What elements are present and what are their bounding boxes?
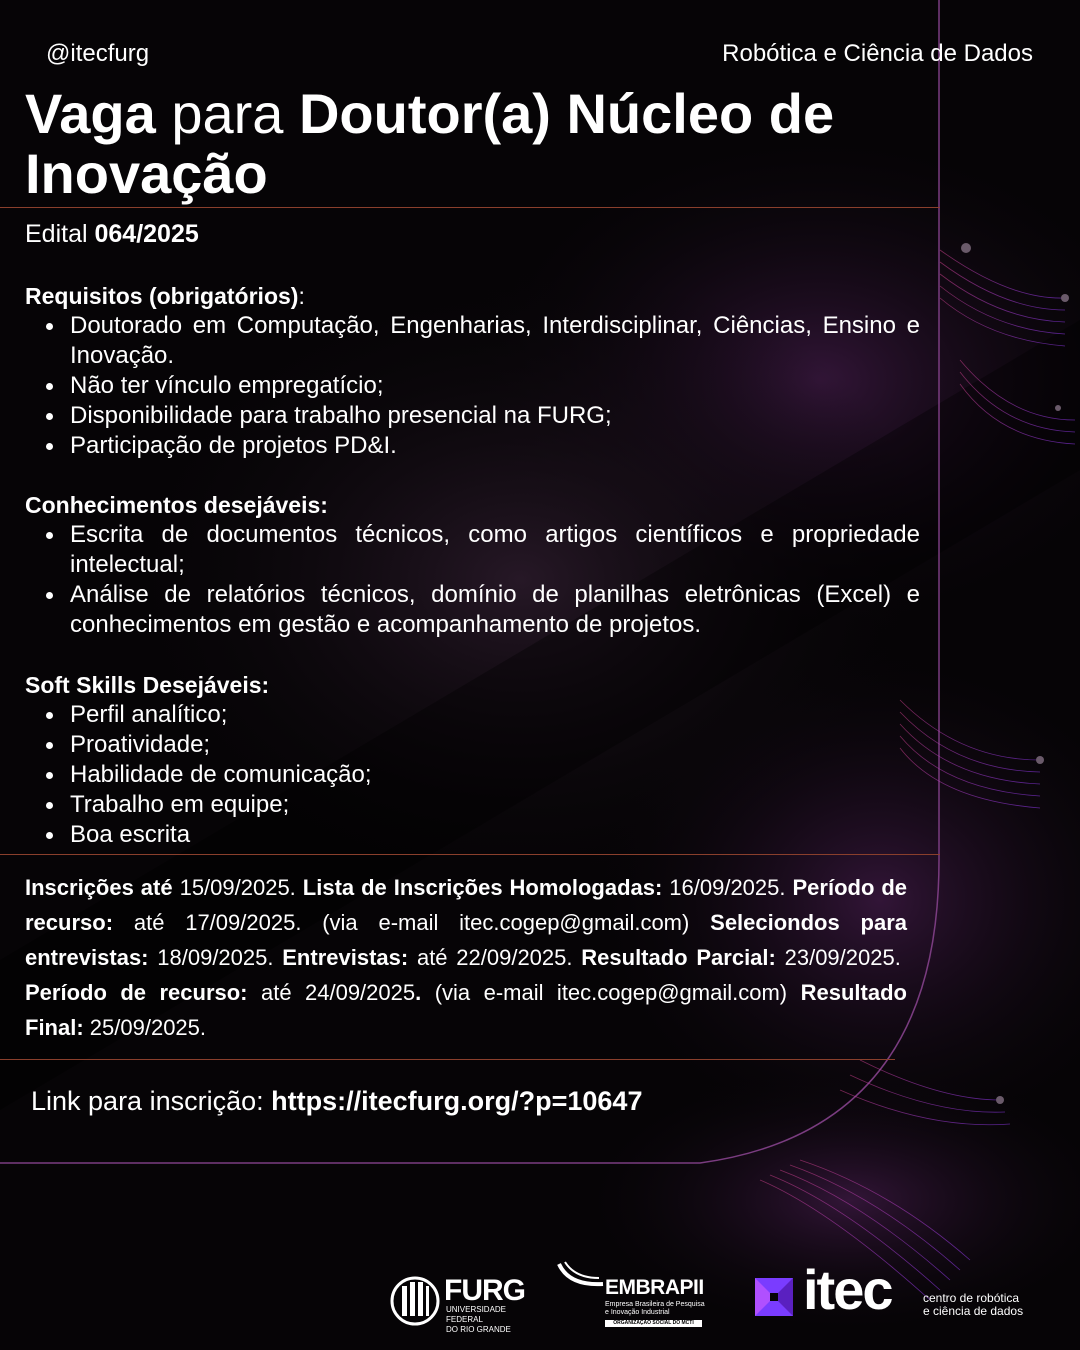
edital-label: Edital: [25, 220, 88, 248]
inscricoes-label: Inscrições até: [25, 875, 173, 900]
list-item: Trabalho em equipe;: [70, 790, 920, 820]
list-item: Doutorado em Computação, Engenharias, Interdisciplinar, Ciências, Ensino e Inovação.: [70, 312, 920, 369]
title-part-2: para: [171, 82, 284, 145]
requisitos-section: [25, 281, 920, 461]
softskills-title: Soft Skills Desejáveis:: [25, 672, 270, 698]
registration-link-line: [31, 1086, 642, 1117]
recurso-label: Período de recurso:: [25, 875, 908, 935]
furg-emblem-icon: [390, 1276, 440, 1326]
conhecimentos-section: [25, 490, 920, 640]
itec-name: itec: [803, 1258, 892, 1321]
homologadas-label: Lista de Inscrições Homologadas:: [302, 875, 663, 900]
recurso2-extra: (via e-mail itec.cogep@gmail.com): [434, 980, 788, 1005]
recurso-value: até 17/09/2025. (via e-mail itec.cogep@gmail.com): [133, 910, 690, 935]
itec-sub1: centro de robótica: [923, 1291, 1020, 1305]
selecionados-label: Seleciondos para entrevistas:: [25, 910, 907, 970]
embrapii-name: EMBRAPII: [605, 1276, 704, 1299]
page-title: [25, 84, 925, 204]
embrapii-subtitle: [605, 1301, 715, 1317]
parcial-label: Resultado Parcial:: [581, 945, 776, 970]
requisitos-list: [25, 311, 920, 461]
embrapii-sub2: e Inovação Industrial: [605, 1309, 670, 1316]
header-tagline: Robótica e Ciência de Dados: [722, 40, 1033, 67]
itec-subtitle: [923, 1292, 1023, 1318]
requisitos-title-text: Requisitos (obrigatórios): [25, 283, 299, 309]
partner-logos: [390, 1258, 1050, 1338]
list-item: Análise de relatórios técnicos, domínio de planilhas eletrônicas (Excel) e conhecimentos em gestão e acompanhamento de projetos.: [70, 581, 920, 638]
itec-logo: [755, 1258, 1045, 1322]
requisitos-title: [25, 281, 920, 311]
list-item: Disponibilidade para trabalho presencial na FURG;: [70, 401, 920, 431]
furg-name: FURG: [444, 1274, 525, 1307]
list-item: Participação de projetos PD&I.: [70, 431, 920, 461]
entrevistas-value: até 22/09/2025.: [416, 945, 573, 970]
list-item: Proatividade;: [70, 730, 920, 760]
link-label: Link para inscrição:: [31, 1086, 264, 1116]
registration-link[interactable]: https://itecfurg.org/?p=10647: [271, 1086, 643, 1116]
furg-subtitle: [446, 1305, 526, 1335]
social-handle[interactable]: @itecfurg: [46, 40, 150, 67]
requisitos-title-colon: :: [298, 283, 305, 309]
final-label: Resultado Final:: [25, 980, 907, 1040]
recurso2-dot: .: [415, 980, 422, 1005]
title-part-3: Doutor(a) Núcleo de Inovação: [25, 82, 835, 205]
conhecimentos-title: Conhecimentos desejáveis:: [25, 492, 328, 518]
recurso2-value: até 24/09/2025: [260, 980, 416, 1005]
embrapii-sub1: Empresa Brasileira de Pesquisa: [605, 1301, 705, 1308]
furg-sub1: UNIVERSIDADE FEDERAL: [446, 1305, 507, 1324]
list-item: Boa escrita: [70, 820, 920, 850]
list-item: Não ter vínculo empregatício;: [70, 371, 920, 401]
divider-bottom: [0, 1059, 895, 1060]
selecionados-value: 18/09/2025.: [157, 945, 274, 970]
final-value: 25/09/2025.: [89, 1015, 207, 1040]
homologadas-value: 16/09/2025.: [669, 875, 786, 900]
list-item: Escrita de documentos técnicos, como artigos científicos e propriedade intelectual;: [70, 521, 920, 578]
embrapii-bar: ORGANIZAÇÃO SOCIAL DO MCTI: [605, 1320, 702, 1327]
softskills-list: [25, 700, 920, 850]
title-part-1: Vaga: [25, 82, 156, 145]
itec-sub2: e ciência de dados: [923, 1304, 1024, 1318]
conhecimentos-list: [25, 520, 920, 640]
list-item: Perfil analítico;: [70, 700, 920, 730]
softskills-section: [25, 670, 920, 850]
parcial-value: 23/09/2025.: [784, 945, 901, 970]
dates-paragraph: [25, 870, 907, 1045]
furg-sub2: DO RIO GRANDE: [446, 1325, 511, 1334]
embrapii-logo: [555, 1260, 715, 1334]
list-item: Habilidade de comunicação;: [70, 760, 920, 790]
inscricoes-value: 15/09/2025.: [179, 875, 296, 900]
divider-middle: [0, 854, 940, 855]
edital-value: 064/2025: [94, 220, 199, 248]
entrevistas-label: Entrevistas:: [282, 945, 409, 970]
furg-logo: [390, 1274, 530, 1334]
edital-number: [25, 220, 199, 249]
divider-top: [0, 207, 940, 208]
recurso2-label: Período de recurso:: [25, 980, 248, 1005]
itec-mark-icon: [755, 1278, 793, 1316]
